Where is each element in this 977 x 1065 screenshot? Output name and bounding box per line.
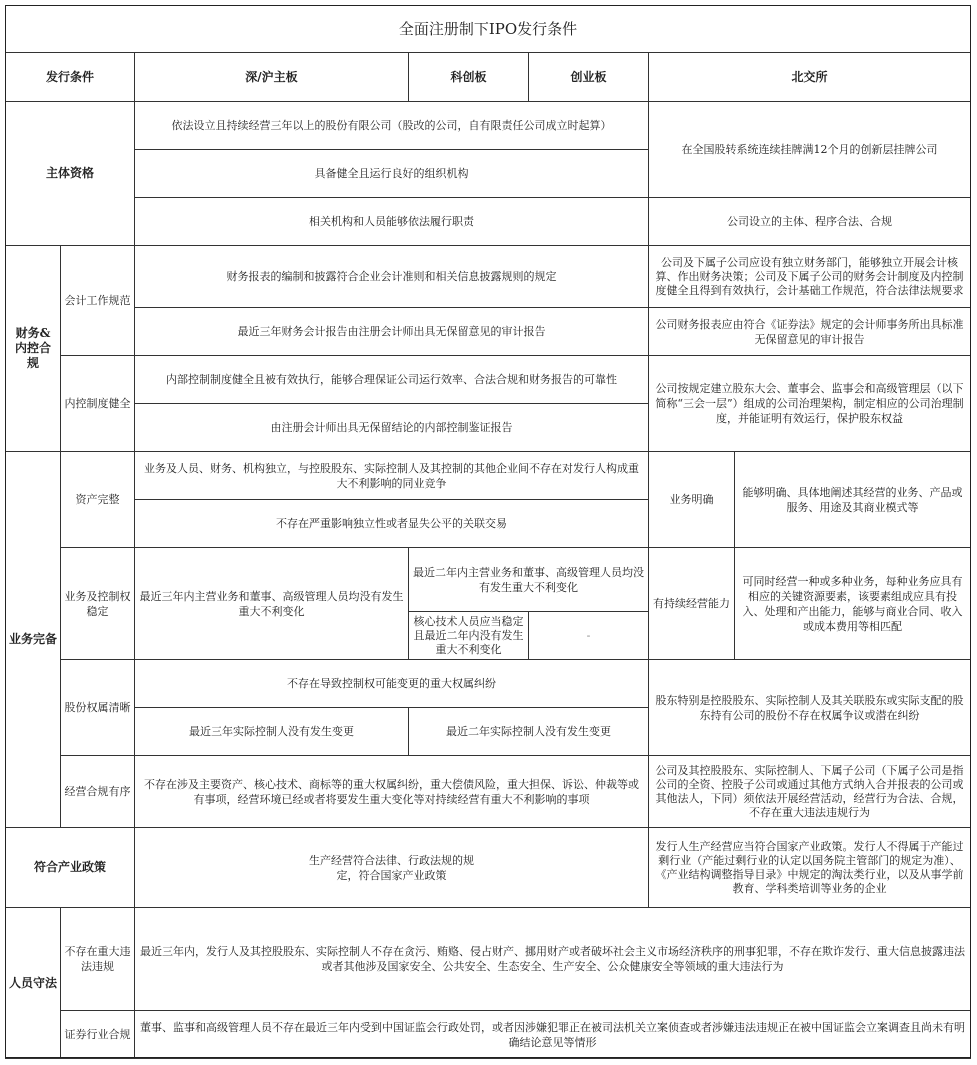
stability-star-core-tech: 核心技术人员应当稳定且最近二年内没有发生重大不利变化 xyxy=(408,611,529,660)
subject-row-3: 相关机构和人员能够依法履行职责 xyxy=(134,197,649,246)
equity-row-1: 不存在导致控制权可能变更的重大权属纠纷 xyxy=(134,659,649,708)
operation-text: 不存在涉及主要资产、核心技术、商标等的重大权属纠纷，重大偿债风险，重大担保、诉讼、仲裁等或有事项，经营环境已经或者将要发生重大变化等对持续经营有重大不利影响的事项 xyxy=(134,755,649,828)
bse-sustainable-text: 可同时经营一种或多种业务，每种业务应具有相应的关键资源要素，该要素组成应具有投入、处理和产出能力，能够与商业合同、收入或成本费用等相匹配 xyxy=(734,547,971,660)
asset-row-2: 不存在严重影响独立性或者显失公平的关联交易 xyxy=(134,499,649,548)
section-industry-policy: 符合产业政策 xyxy=(5,827,135,908)
stability-star-chinext: 最近二年内主营业务和董事、高级管理人员均没有发生重大不利变化 xyxy=(408,547,649,612)
no-violation-text: 最近三年内，发行人及其控股股东、实际控制人不存在贪污、贿赂、侵占财产、挪用财产或者破坏社会主义市场经济秩序的刑事犯罪，不存在欺诈发行、重大信息披露违法或者其他涉及国家安全、公共安全、生态安全、生产安全、公众健康安全等领域的重大违法行为 xyxy=(134,907,971,1011)
header-condition: 发行条件 xyxy=(5,52,135,102)
equity-bse: 股东特别是控股股东、实际控制人及其关联股东或实际支配的股东持有公司的股份不存在权属争议或潜在纠纷 xyxy=(648,659,971,756)
header-bse: 北交所 xyxy=(648,52,971,102)
bse-business-clear-label: 业务明确 xyxy=(648,451,735,548)
internal-control-row-2: 由注册会计师出具无保留结论的内部控制鉴证报告 xyxy=(134,403,649,452)
accounting-row-2: 最近三年财务会计报告由注册会计师出具无保留意见的审计报告 xyxy=(134,307,649,356)
industry-policy-bse: 发行人生产经营应当符合国家产业政策。发行人不得属于产能过剩行业（产能过剩行业的认定以国务院主管部门的规定为准）、《产业结构调整指导目录》中规定的淘汰类行业，以及从事学前教育、学科类培训等业务的企业 xyxy=(648,827,971,908)
subject-bse-1: 在全国股转系统连续挂牌满12个月的创新层挂牌公司 xyxy=(648,101,971,198)
accounting-bse-2: 公司财务报表应由符合《证券法》规定的会计师事务所出具标准无保留意见的审计报告 xyxy=(648,307,971,356)
industry-policy-text-inner: 生产经营符合法律、行政法规的规定，符合国家产业政策 xyxy=(309,853,474,882)
securities-compliance-text: 董事、监事和高级管理人员不存在最近三年内受到中国证监会行政处罚，或者因涉嫌犯罪正在被司法机关立案侦查或者涉嫌违法违规正在被中国证监会立案调查且尚未有明确结论意见等情形 xyxy=(134,1010,971,1059)
table-title: 全面注册制下IPO发行条件 xyxy=(5,5,971,53)
sub-equity-clarity: 股份权属清晰 xyxy=(60,659,135,756)
subject-row-1: 依法设立且持续经营三年以上的股份有限公司（股改的公司，自有限责任公司成立时起算） xyxy=(134,101,649,150)
stability-main-board: 最近三年内主营业务和董事、高级管理人员均没有发生重大不利变化 xyxy=(134,547,409,660)
accounting-bse-1: 公司及下属子公司应设有独立财务部门，能够独立开展会计核算、作出财务决策；公司及下属子公司的财务会计制度及内控制度健全且得到有效执行，会计基础工作规范，符合法律法规要求 xyxy=(648,245,971,308)
sub-operation-compliance: 经营合规有序 xyxy=(60,755,135,828)
sub-asset-integrity: 资产完整 xyxy=(60,451,135,548)
operation-bse: 公司及其控股股东、实际控制人、下属子公司（下属子公司是指公司的全资、控股子公司或通过其他方式纳入合并报表的公司或其他法人，下同）须依法开展经营活动，经营行为合法、合规，不存在重大违法违规行为 xyxy=(648,755,971,828)
internal-control-row-1: 内部控制制度健全且被有效执行，能够合理保证公司运行效率、合法合规和财务报告的可靠性 xyxy=(134,355,649,404)
header-chinext: 创业板 xyxy=(528,52,649,102)
equity-main-board: 最近三年实际控制人没有发生变更 xyxy=(134,707,409,756)
equity-star-chinext: 最近二年实际控制人没有发生变更 xyxy=(408,707,649,756)
internal-control-bse: 公司按规定建立股东大会、董事会、监事会和高级管理层（以下简称“三会一层”）组成的公司治理架构，制定相应的公司治理制度，并能证明有效运行，保护股东权益 xyxy=(648,355,971,452)
bse-sustainable-label: 有持续经营能力 xyxy=(648,547,735,660)
stability-chinext-core-tech: - xyxy=(528,611,649,660)
bse-business-clear-text: 能够明确、具体地阐述其经营的业务、产品或服务、用途及其商业模式等 xyxy=(734,451,971,548)
sub-accounting: 会计工作规范 xyxy=(60,245,135,356)
accounting-row-1: 财务报表的编制和披露符合企业会计准则和相关信息披露规则的规定 xyxy=(134,245,649,308)
header-star-market: 科创板 xyxy=(408,52,529,102)
header-main-board: 深/沪主板 xyxy=(134,52,409,102)
subject-row-2: 具备健全且运行良好的组织机构 xyxy=(134,149,649,198)
sub-internal-control: 内控制度健全 xyxy=(60,355,135,452)
sub-no-violation: 不存在重大违法违规 xyxy=(60,907,135,1011)
section-business-completeness: 业务完备 xyxy=(5,451,61,828)
sub-stability: 业务及控制权稳定 xyxy=(60,547,135,660)
industry-policy-text xyxy=(134,827,649,908)
sub-securities-compliance: 证券行业合规 xyxy=(60,1010,135,1059)
asset-row-1: 业务及人员、财务、机构独立，与控股股东、实际控制人及其控制的其他企业间不存在对发行人构成重大不利影响的同业竞争 xyxy=(134,451,649,500)
section-personnel-compliance: 人员守法 xyxy=(5,907,61,1059)
section-subject-qualification: 主体资格 xyxy=(5,101,135,246)
subject-bse-3: 公司设立的主体、程序合法、合规 xyxy=(648,197,971,246)
section-finance-compliance: 财务&内控合规 xyxy=(5,245,61,452)
